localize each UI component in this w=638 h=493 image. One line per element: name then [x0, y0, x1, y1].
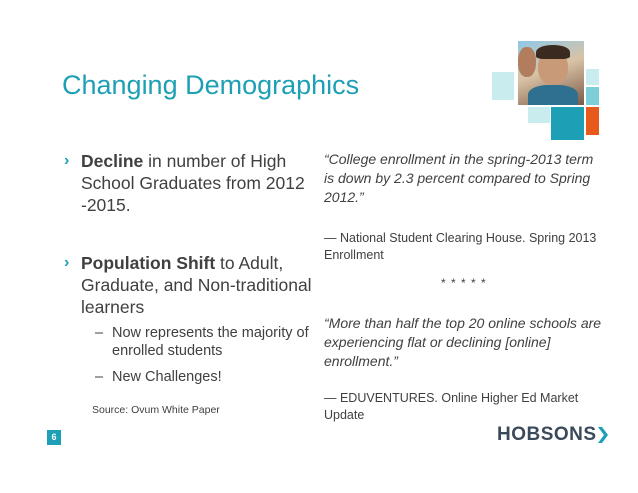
bullet-population-bold: Population Shift	[81, 253, 216, 273]
logo-text: HOBSONS	[497, 424, 597, 445]
chevron-right-icon: ›	[64, 254, 70, 271]
sub-bullet-challenges-text: New Challenges!	[112, 369, 222, 385]
decor-tile-pale-3	[528, 107, 550, 123]
bullet-decline-bold: Decline	[81, 151, 144, 171]
sub-bullet-majority-text: Now represents the majority of enrolled students	[112, 325, 309, 359]
bullet-decline	[66, 150, 321, 216]
sub-bullet-challenges	[95, 368, 322, 386]
bullet-population-text: to Adult, Graduate, and Non-traditional learners	[81, 253, 312, 317]
dash-marker: –	[95, 369, 104, 385]
bullet-decline-text: in number of High School Graduates from 2012 -2015.	[81, 151, 305, 215]
sub-bullet-majority	[95, 324, 322, 360]
separator-stars: * * * * *	[441, 276, 487, 290]
photo-hair	[536, 45, 570, 59]
students-photo	[518, 41, 584, 105]
decor-tile-orange	[586, 107, 599, 135]
decor-tile-pale-1	[492, 72, 514, 100]
slide-title: Changing Demographics	[62, 70, 360, 100]
hobsons-logo	[497, 424, 608, 446]
source-note: Source: Ovum White Paper	[92, 404, 220, 416]
bullet-population-shift	[66, 252, 326, 318]
photo-shirt	[528, 85, 578, 105]
chevron-right-icon: ›	[64, 152, 70, 169]
dash-marker: –	[95, 325, 104, 341]
photo-background-person	[518, 47, 536, 77]
quote-clearing-house: “College enrollment in the spring-2013 term is down by 2.3 percent compared to Spring 2012.”	[324, 151, 594, 205]
page-number: 6	[47, 430, 61, 445]
attribution-eduventures: — EDUVENTURES. Online Higher Ed Market Update	[324, 391, 579, 422]
decor-tile-teal	[551, 107, 584, 140]
decor-tile-light-teal	[586, 87, 599, 105]
decor-tile-pale-2	[586, 69, 599, 85]
logo-chevron-icon	[598, 427, 608, 443]
quote-eduventures: “More than half the top 20 online schools are experiencing flat or declining [online] enrollment.”	[324, 315, 602, 369]
attribution-clearing-house: — National Student Clearing House. Spring 2013 Enrollment	[324, 231, 597, 262]
